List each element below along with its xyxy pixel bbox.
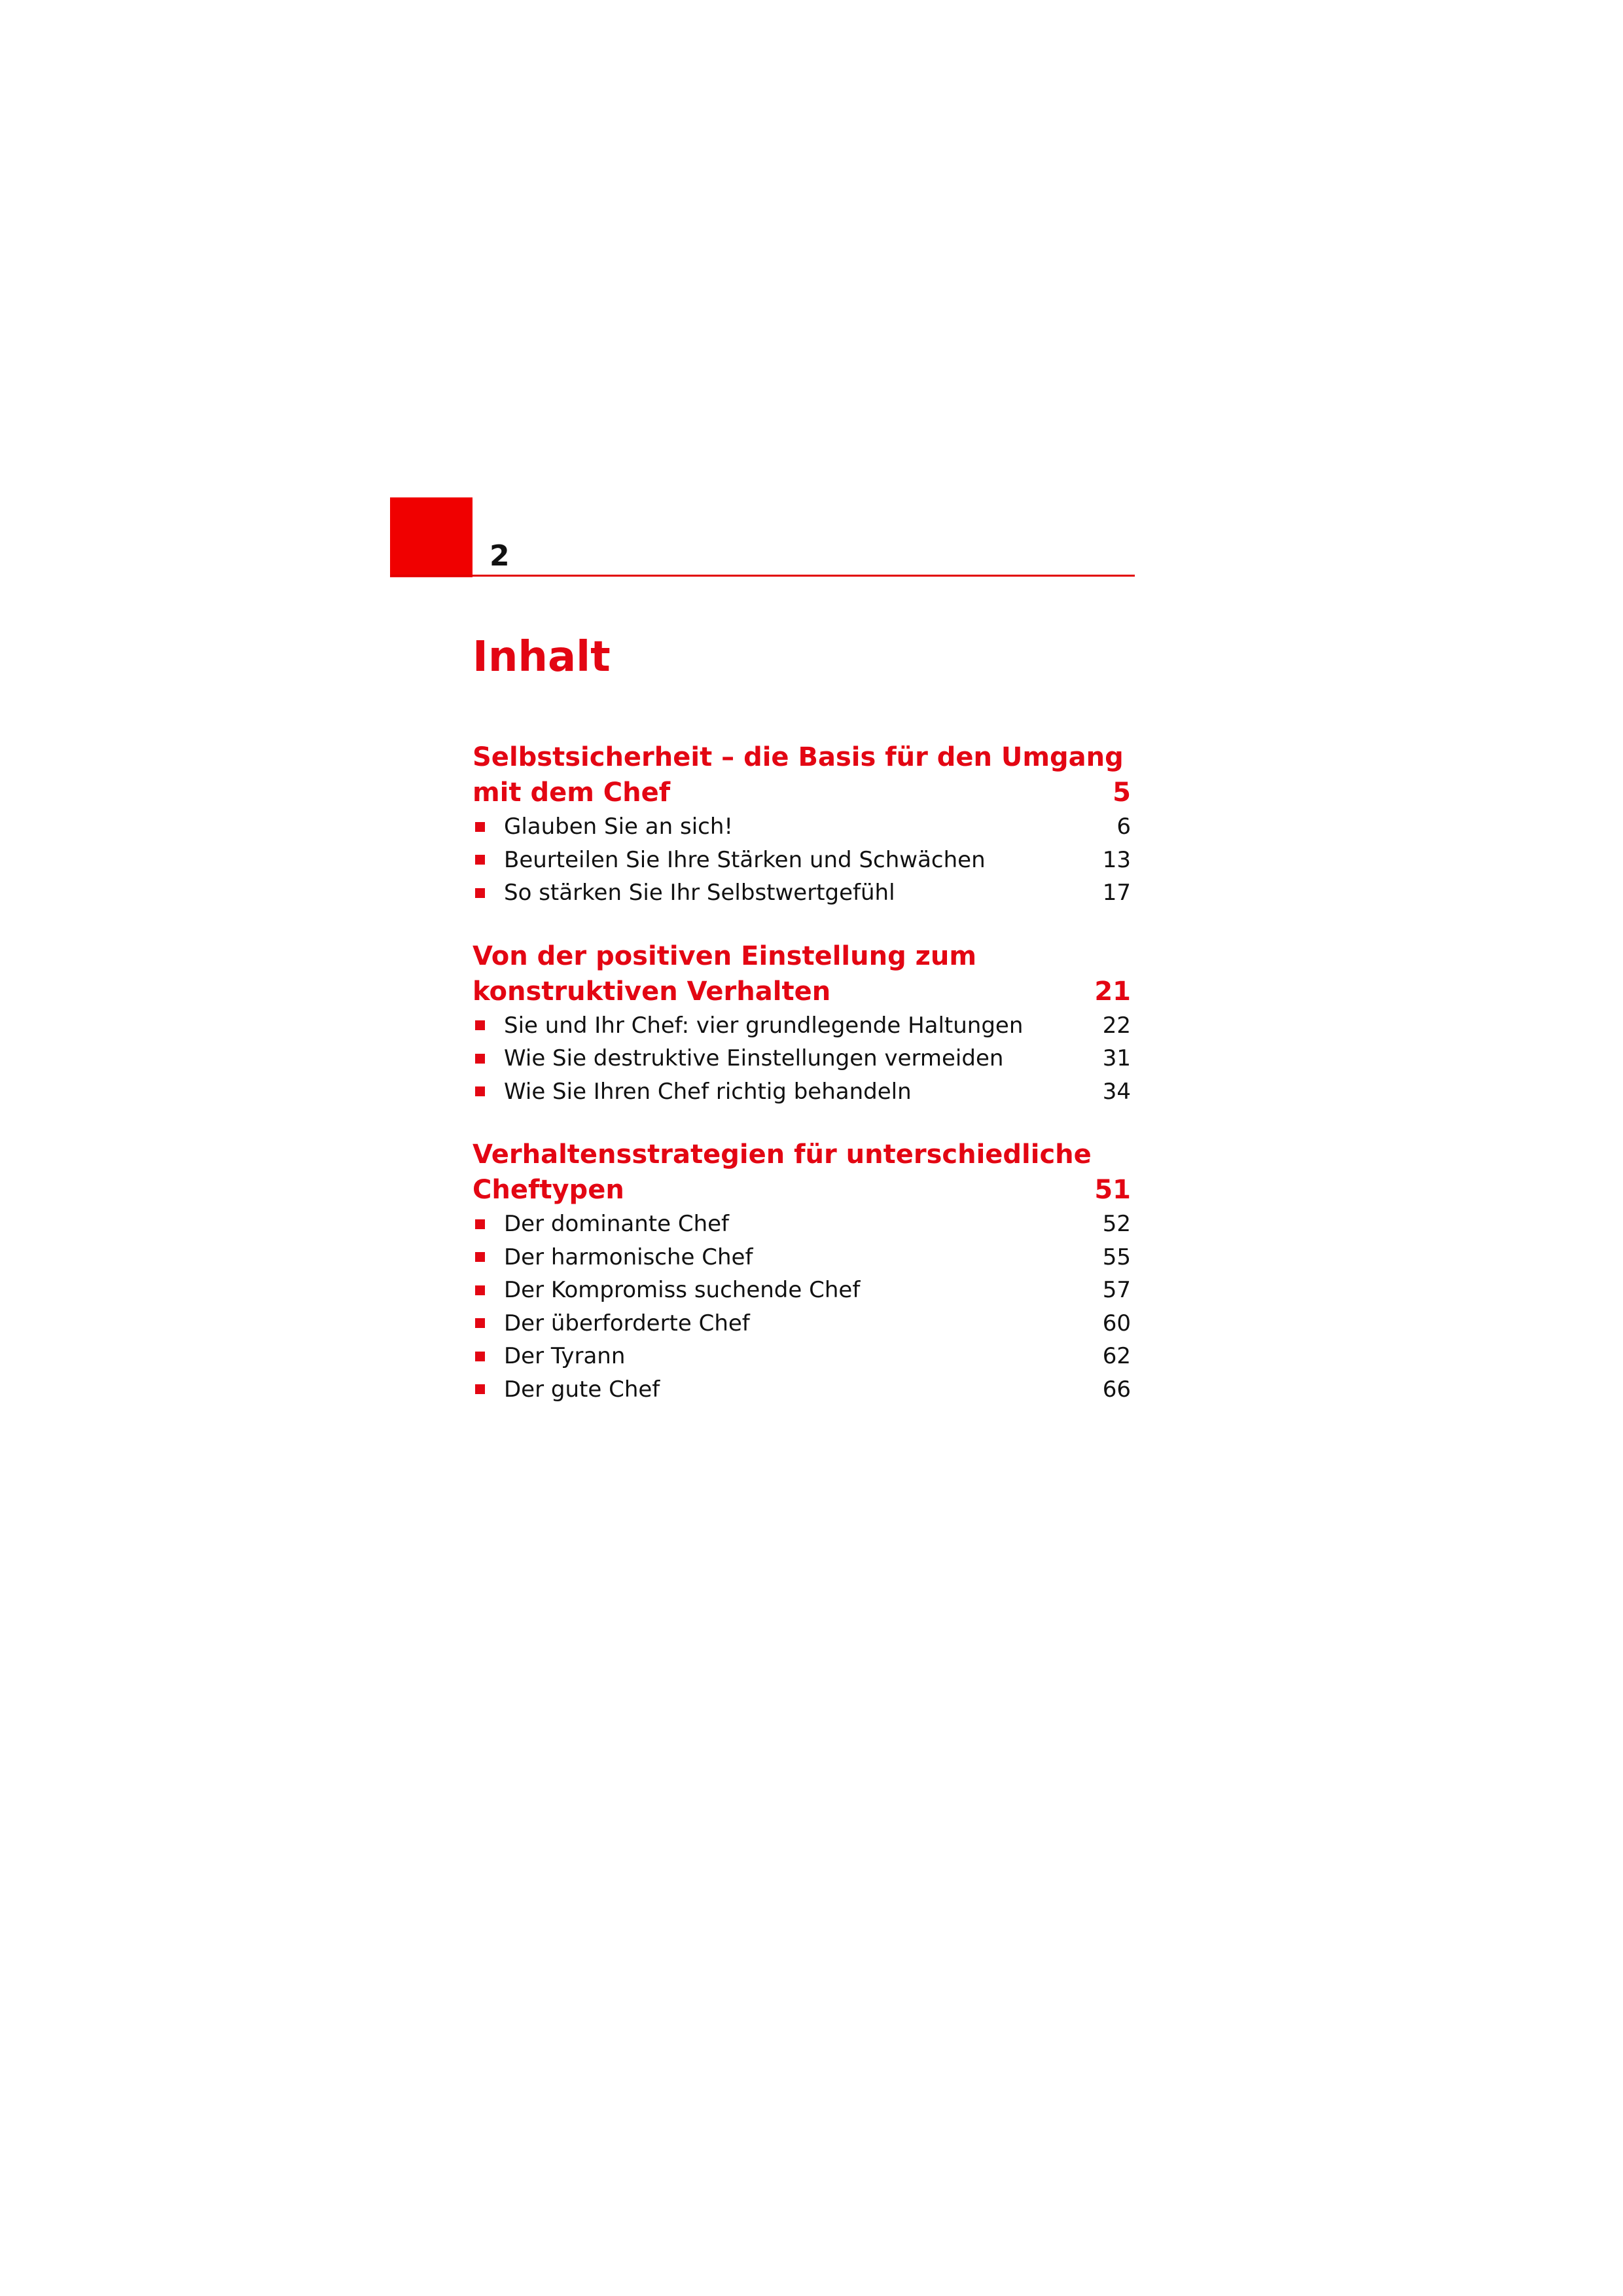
list-item — [473, 1241, 1131, 1274]
section-item-list — [473, 1009, 1131, 1109]
section-title-line1: Verhaltensstrategien für unterschiedliche — [473, 1139, 1092, 1170]
square-bullet-icon — [475, 822, 485, 832]
header-rule — [390, 575, 1135, 577]
section-page-number: 21 — [1094, 976, 1131, 1007]
item-label: Wie Sie Ihren Chef richtig behandeln — [504, 1078, 912, 1105]
item-label: Wie Sie destruktive Einstellungen vermeiden — [504, 1045, 1004, 1072]
item-label: Der dominante Chef — [504, 1211, 730, 1238]
list-item — [473, 1340, 1131, 1373]
toc-section-selbstsicherheit — [473, 740, 1131, 910]
section-title-row — [473, 1172, 1131, 1208]
section-title-line1: Selbstsicherheit – die Basis für den Umgang — [473, 742, 1124, 772]
list-item — [473, 1208, 1131, 1241]
section-item-list — [473, 1208, 1131, 1406]
item-label: So stärken Sie Ihr Selbstwertgefühl — [504, 880, 895, 906]
item-label: Der Kompromiss suchende Chef — [504, 1277, 861, 1304]
item-page-number: 66 — [1102, 1376, 1131, 1403]
square-bullet-icon — [475, 1252, 485, 1262]
item-page-number: 34 — [1102, 1078, 1131, 1105]
item-label: Glauben Sie an sich! — [504, 814, 734, 840]
list-item — [473, 1042, 1131, 1075]
section-page-number: 51 — [1094, 1175, 1131, 1205]
square-bullet-icon — [475, 1219, 485, 1229]
item-page-number: 17 — [1102, 880, 1131, 906]
item-page-number: 52 — [1102, 1211, 1131, 1238]
item-label: Der überforderte Chef — [504, 1310, 750, 1336]
square-bullet-icon — [475, 1352, 485, 1361]
square-bullet-icon — [475, 1086, 485, 1096]
square-bullet-icon — [475, 1384, 485, 1394]
toc-section-cheftypen — [473, 1137, 1131, 1406]
item-label: Beurteilen Sie Ihre Stärken und Schwächen — [504, 846, 986, 873]
square-bullet-icon — [475, 855, 485, 865]
item-page-number: 55 — [1102, 1244, 1131, 1270]
item-label: Der Tyrann — [504, 1343, 626, 1370]
section-title-row — [473, 775, 1131, 810]
list-item — [473, 810, 1131, 844]
square-bullet-icon — [475, 1054, 485, 1064]
section-item-list — [473, 810, 1131, 910]
list-item — [473, 1009, 1131, 1043]
square-bullet-icon — [475, 1285, 485, 1295]
item-label: Der harmonische Chef — [504, 1244, 753, 1270]
section-title-line2: Cheftypen — [473, 1175, 624, 1205]
toc-section-einstellung — [473, 939, 1131, 1109]
square-bullet-icon — [475, 1020, 485, 1030]
item-page-number: 6 — [1116, 814, 1131, 840]
item-label: Sie und Ihr Chef: vier grundlegende Haltungen — [504, 1012, 1024, 1039]
toc-title: Inhalt — [473, 633, 611, 681]
section-title-line1: Von der positiven Einstellung zum — [473, 941, 977, 971]
item-page-number: 13 — [1102, 846, 1131, 873]
page-number: 2 — [490, 539, 510, 573]
section-page-number: 5 — [1113, 778, 1131, 808]
item-page-number: 62 — [1102, 1343, 1131, 1370]
list-item — [473, 1373, 1131, 1407]
item-page-number: 22 — [1102, 1012, 1131, 1039]
list-item — [473, 876, 1131, 910]
item-page-number: 57 — [1102, 1277, 1131, 1304]
list-item — [473, 1075, 1131, 1109]
list-item — [473, 1274, 1131, 1307]
table-of-contents — [473, 740, 1131, 1435]
list-item — [473, 1307, 1131, 1340]
item-page-number: 31 — [1102, 1045, 1131, 1072]
section-title-row — [473, 974, 1131, 1009]
list-item — [473, 844, 1131, 877]
section-title-line2: mit dem Chef — [473, 778, 671, 808]
header-red-square — [390, 497, 473, 577]
item-label: Der gute Chef — [504, 1376, 660, 1403]
item-page-number: 60 — [1102, 1310, 1131, 1336]
square-bullet-icon — [475, 888, 485, 898]
section-title-line2: konstruktiven Verhalten — [473, 976, 831, 1007]
square-bullet-icon — [475, 1318, 485, 1328]
